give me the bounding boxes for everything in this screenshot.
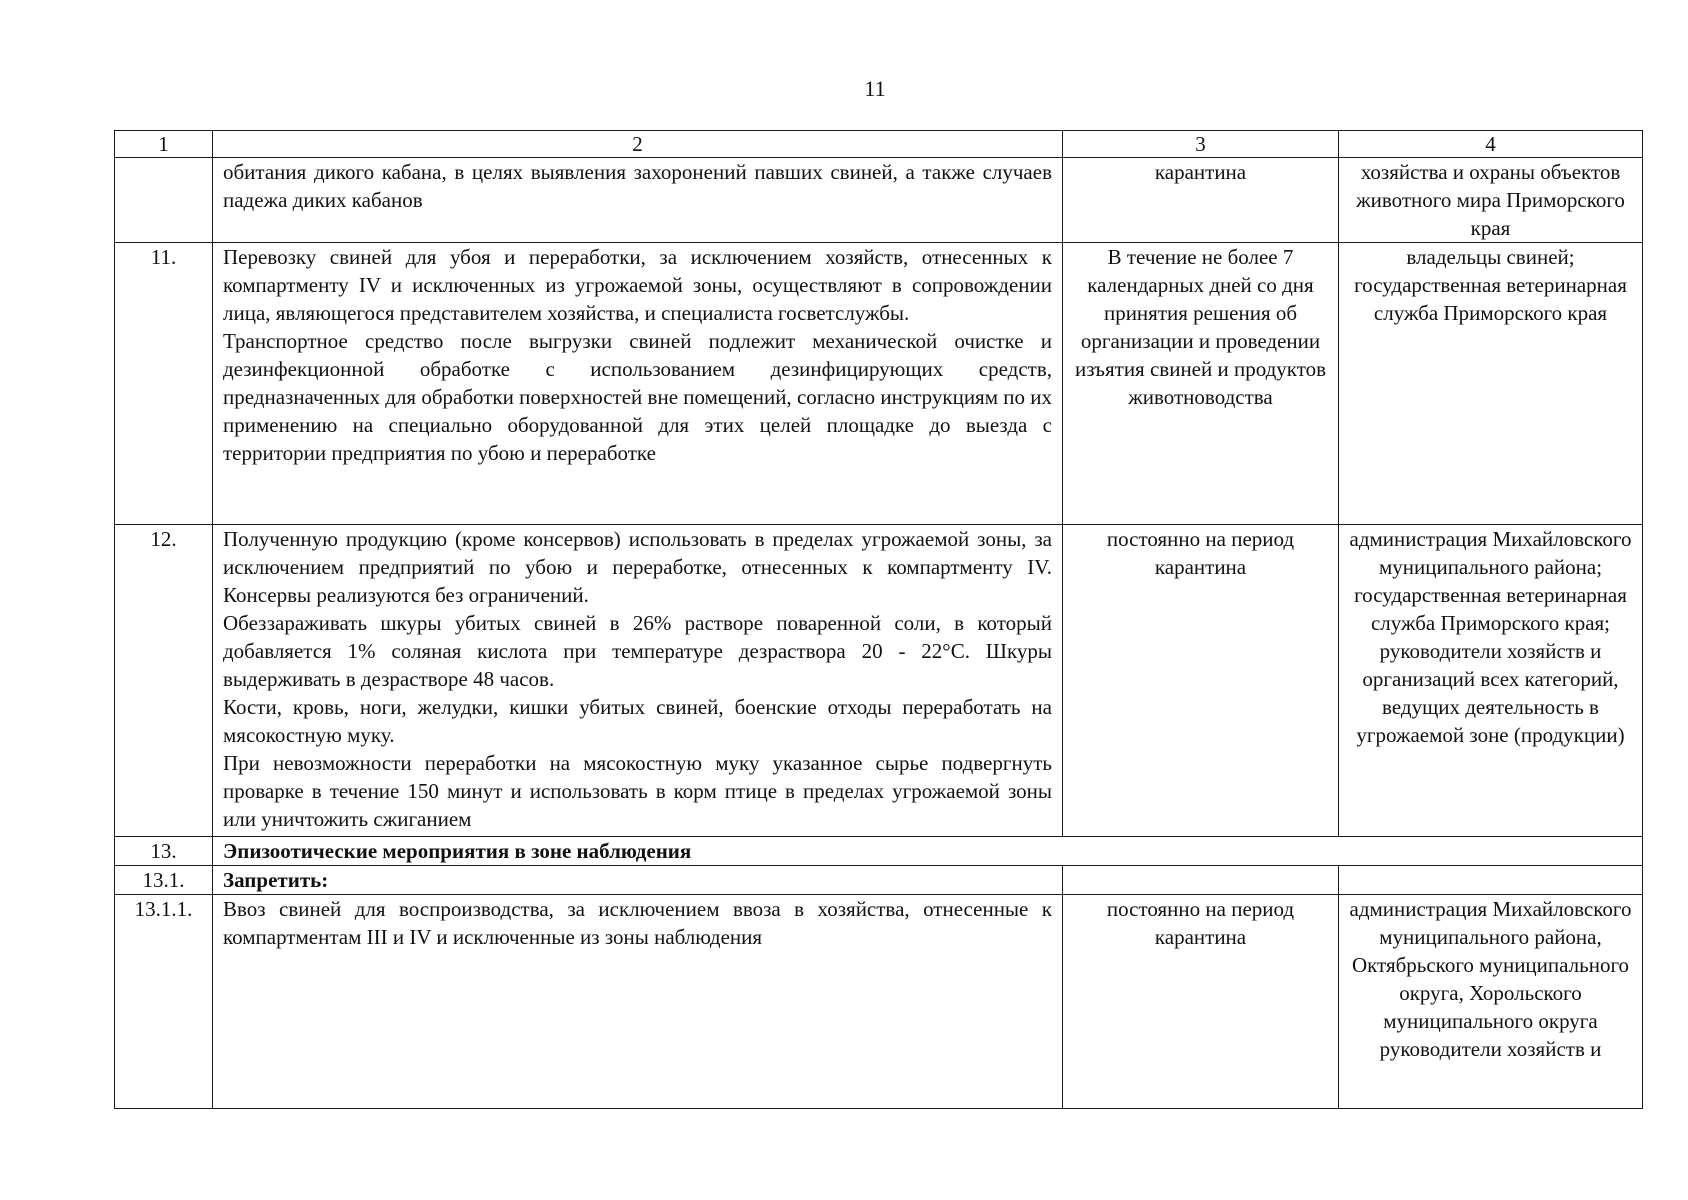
measure-text — [213, 243, 1063, 525]
responsible-cell: владельцы свиней; государственная ветеринарная служба Приморского края — [1339, 243, 1643, 525]
row-number: 13. — [115, 837, 213, 866]
measure-paragraph: При невозможности переработки на мясокостную муку указанное сырье подвергнуть проварке в течение 150 минут и использовать в корм птице в пределах угрожаемой зоны или уничтожить сжиганием — [223, 751, 1052, 831]
measure-paragraph: Перевозку свиней для убоя и переработки, за исключением хозяйств, отнесенных к компартменту IV и исключенных из угрожаемой зоны, осуществляют в сопровождении лица, являющегося представителем хозяйства, и специалиста госветслужбы. — [223, 245, 1052, 325]
term-cell: постоянно на период карантина — [1063, 525, 1339, 837]
measure-text — [213, 895, 1063, 1109]
header-col-3: 3 — [1063, 131, 1339, 158]
header-col-1: 1 — [115, 131, 213, 158]
row-number — [115, 158, 213, 243]
measures-table — [114, 130, 1643, 1109]
table-row — [115, 158, 1643, 243]
row-number: 13.1. — [115, 866, 213, 895]
section-title: Запретить: — [213, 866, 1063, 895]
measure-paragraph: обитания дикого кабана, в целях выявления захоронений павших свиней, а также случаев падежа диких кабанов — [223, 160, 1052, 212]
measure-paragraph: Обеззараживать шкуры убитых свиней в 26% растворе поваренной соли, в который добавляется 1% соляная кислота при температуре дезраствора 20 - 22°С. Шкуры выдерживать в дезрастворе 48 часов. — [223, 611, 1052, 691]
responsible-cell: администрация Михайловского муниципального района, Октябрьского муниципального округа, Хорольского муниципального округа руководители хозяйств и — [1339, 895, 1643, 1109]
measure-text — [213, 158, 1063, 243]
section-row — [115, 837, 1643, 866]
header-col-4: 4 — [1339, 131, 1643, 158]
measure-paragraph: Транспортное средство после выгрузки свиней подлежит механической очистке и дезинфекционной обработке с использованием дезинфицирующих средств, предназначенных для обработки поверхностей вне помещений, согласно инструкциям по их применению на специально оборудованной для этих целей площадке до выезда с территории предприятия по убою и переработке — [223, 329, 1052, 465]
page-number: 11 — [864, 76, 886, 101]
row-number: 12. — [115, 525, 213, 837]
header-col-2: 2 — [213, 131, 1063, 158]
measure-paragraph: Ввоз свиней для воспроизводства, за исключением ввоза в хозяйства, отнесенные к компартментам III и IV и исключенные из зоны наблюдения — [223, 897, 1052, 949]
row-number: 11. — [115, 243, 213, 525]
table-row — [115, 525, 1643, 837]
measure-paragraph: Кости, кровь, ноги, желудки, кишки убитых свиней, боенские отходы переработать на мясокостную муку. — [223, 695, 1052, 747]
table-row — [115, 243, 1643, 525]
section-title: Эпизоотические мероприятия в зоне наблюдения — [213, 837, 1643, 866]
section-row — [115, 866, 1643, 895]
measure-text — [213, 525, 1063, 837]
term-cell: постоянно на период карантина — [1063, 895, 1339, 1109]
table-header-row — [115, 131, 1643, 158]
empty-cell — [1063, 866, 1339, 895]
term-cell: карантина — [1063, 158, 1339, 243]
responsible-cell: хозяйства и охраны объектов животного мира Приморского края — [1339, 158, 1643, 243]
row-number: 13.1.1. — [115, 895, 213, 1109]
term-cell: В течение не более 7 календарных дней со дня принятия решения об организации и проведении изъятия свиней и продуктов животноводства — [1063, 243, 1339, 525]
empty-cell — [1339, 866, 1643, 895]
measure-paragraph: Полученную продукцию (кроме консервов) использовать в пределах угрожаемой зоны, за исключением предприятий по убою и переработке, отнесенных к компартменту IV. Консервы реализуются без ограничений. — [223, 527, 1052, 607]
table-row — [115, 895, 1643, 1109]
responsible-cell: администрация Михайловского муниципального района; государственная ветеринарная служба Приморского края; руководители хозяйств и организаций всех категорий, ведущих деятельность в угрожаемой зоне (продукции) — [1339, 525, 1643, 837]
